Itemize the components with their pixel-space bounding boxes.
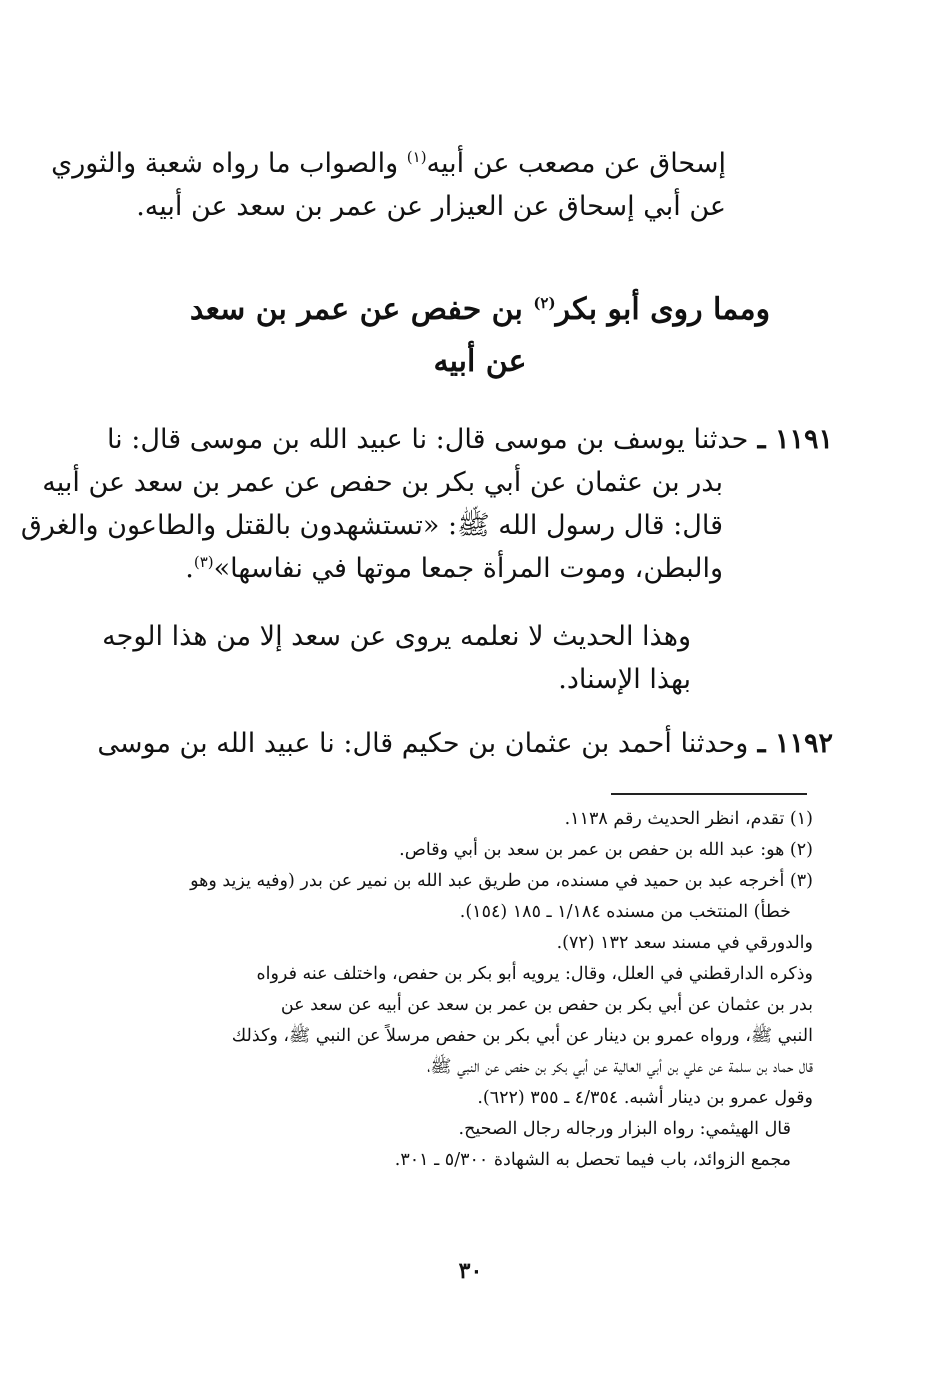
footnote-line: النبي ﷺ، ورواه عمرو بن دينار عن أبي بكر بن حفص مرسلاً عن النبي ﷺ، وكذلك — [231, 1026, 813, 1046]
commentary-line: وهذا الحديث لا نعلمه يروى عن سعد إلا من هذا الوجه — [102, 621, 691, 652]
footnote-3-continuation — [113, 897, 791, 928]
page-number: ٣٠ — [458, 1258, 483, 1284]
section-heading — [150, 284, 810, 388]
intro-line — [51, 142, 726, 185]
intro-paragraph — [51, 142, 726, 228]
commentary-line: بهذا الإسناد. — [558, 664, 691, 695]
intro-text: إسحاق عن مصعب عن أبيه — [426, 148, 726, 179]
intro-text: والصواب ما رواه شعبة والثوري — [51, 148, 407, 179]
footnote-line: مجمع الزوائد، باب فيما تحصل به الشهادة ٥/٣٠٠ ـ ٣٠١. — [394, 1150, 791, 1170]
hadith-number: ١١٩٢ ـ — [748, 728, 833, 759]
footnote-ref-2[interactable]: (٢) — [533, 294, 556, 312]
hadith-line: قال: قال رسول الله ﷺ: «تستشهدون بالقتل والطاعون والغرق — [20, 510, 723, 541]
hadith-line — [106, 547, 723, 590]
footnote-3: (٣) أخرجه عبد بن حميد في مسنده، من طريق عبد الله بن نمير عن بدر (وفيه يزيد وهو — [190, 871, 813, 891]
footnote-separator — [611, 793, 807, 795]
hadith-number: ١١٩١ ـ — [748, 424, 833, 455]
hadith-1191-continuation — [20, 461, 723, 590]
footnote-line: وذكره الدارقطني في العلل، وقال: يرويه أبو بكر بن حفص، واختلف عنه فرواه — [256, 964, 813, 984]
hadith-1192 — [97, 722, 833, 765]
hadith-text: وحدثنا أحمد بن عثمان بن حكيم قال: نا عبيد الله بن موسى — [97, 728, 749, 759]
hadith-1191 — [106, 418, 833, 461]
footnote-3-hythami — [133, 1114, 791, 1176]
hadith-text: . — [185, 553, 194, 584]
footnote-line: قال الهيثمي: رواه البزار ورجاله رجال الصحيح. — [458, 1119, 791, 1139]
footnote-line: بدر بن عثمان عن أبي بكر بن حفص بن عمر بن سعد عن أبيه عن سعد عن — [280, 995, 813, 1015]
hadith-line: بدر بن عثمان عن أبي بكر بن حفص عن عمر بن سعد عن أبيه — [42, 467, 723, 498]
hadith-text: حدثنا يوسف بن موسى قال: نا عبيد الله بن موسى قال: نا — [106, 424, 749, 455]
heading-line — [150, 284, 810, 336]
footnote-ref-3[interactable]: (٣) — [193, 553, 214, 571]
heading-text: ومما روى أبو بكر — [555, 292, 771, 327]
footnote-1: (١) تقدم، انظر الحديث رقم ١١٣٨. — [564, 809, 813, 829]
hadith-line — [97, 722, 833, 765]
footnote-line: قال حماد بن سلمة عن علي بن أبي العالية عن أبي بكر بن حفص عن النبي ﷺ، — [427, 1057, 813, 1077]
footnote-line: خطأ) المنتخب من مسنده ١/١٨٤ ـ ١٨٥ (١٥٤). — [459, 902, 791, 922]
footnotes — [113, 804, 813, 897]
commentary-paragraph — [102, 615, 691, 701]
hadith-line — [106, 418, 833, 461]
footnote-2: (٢) هو: عبد الله بن حفص بن عمر بن سعد بن أبي وقاص. — [399, 840, 813, 860]
heading-line: عن أبيه — [433, 344, 527, 379]
intro-line: عن أبي إسحاق عن العيزار عن عمر بن سعد عن أبيه. — [136, 191, 726, 222]
footnote-ref-1[interactable]: (١) — [406, 148, 427, 166]
footnote-3-continuation — [133, 928, 813, 990]
footnote-line: والدورقي في مسند سعد ١٣٢ (٧٢). — [556, 933, 813, 953]
footnote-line: وقول عمرو بن دينار أشبه. ٤/٣٥٤ ـ ٣٥٥ (٦٢٢). — [477, 1088, 813, 1108]
footnote-3-continuation — [113, 990, 813, 1114]
heading-text: بن حفص عن عمر بن سعد — [189, 292, 534, 327]
hadith-text: والبطن، وموت المرأة جمعا موتها في نفاسها» — [213, 553, 723, 584]
